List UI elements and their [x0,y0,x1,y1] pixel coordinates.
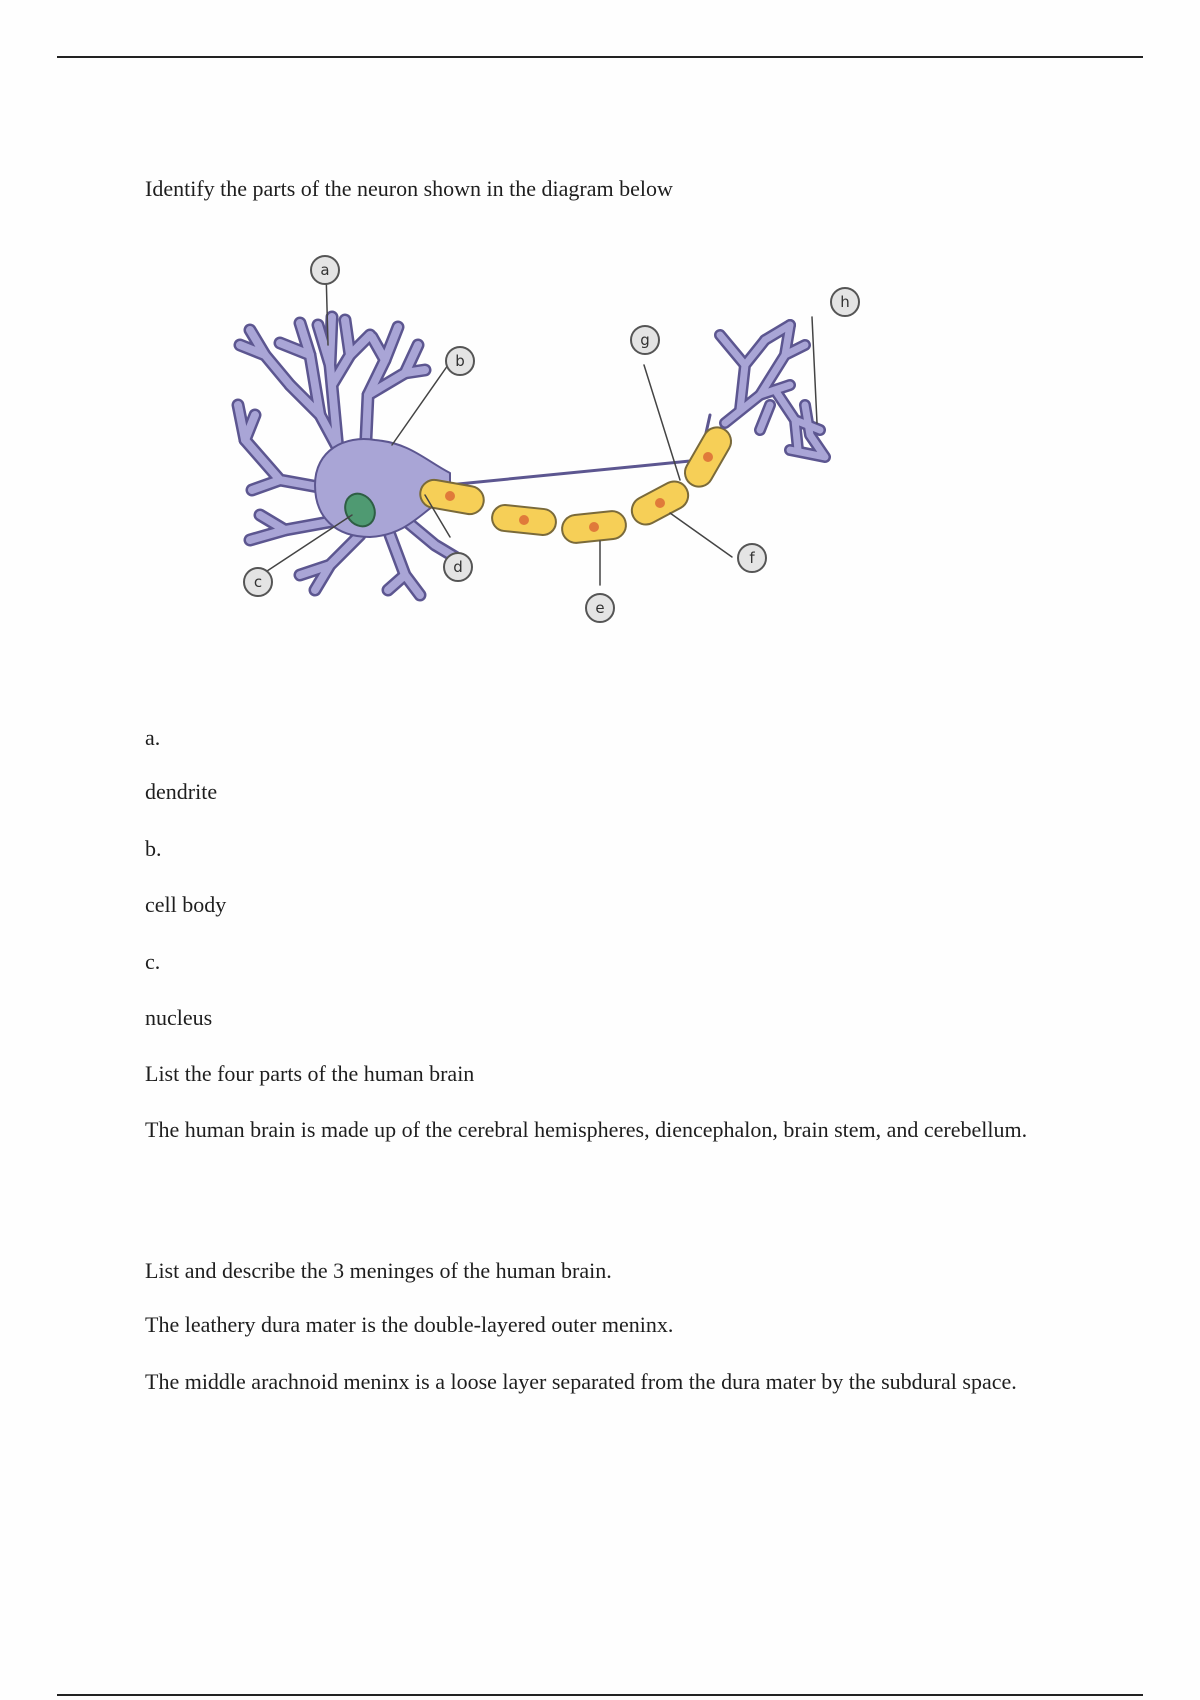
neuron-diagram [220,245,880,665]
neuron-svg [220,245,880,665]
question-brain-parts: List the four parts of the human brain [145,1061,475,1086]
answer-arachnoid: The middle arachnoid meninx is a loose layer separated from the dura mater by the subdural space. [145,1369,1017,1394]
svg-text:c: c [253,573,263,591]
axon-terminals [720,325,825,457]
question-neuron-parts: Identify the parts of the neuron shown in the diagram below [145,176,673,201]
bottom-rule [57,1694,1143,1696]
callout-e [586,594,614,622]
answer-label-c: c. [145,949,161,974]
question-meninges: List and describe the 3 meninges of the human brain. [145,1258,612,1283]
callout-c [244,568,272,596]
svg-text:e: e [595,599,605,617]
svg-text:b: b [455,352,465,370]
callout-a [311,256,339,284]
callout-g [631,326,659,354]
svg-text:h: h [840,293,850,311]
svg-text:d: d [453,558,463,576]
answer-value-b: cell body [145,892,227,917]
callout-b [446,347,474,375]
answer-dura-mater: The leathery dura mater is the double-layered outer meninx. [145,1312,674,1337]
svg-text:a: a [320,261,330,279]
svg-text:g: g [640,331,650,349]
answer-value-c: nucleus [145,1005,213,1030]
callout-h [831,288,859,316]
answer-label-b: b. [145,836,162,861]
answer-value-a: dendrite [145,779,218,804]
callout-f [738,544,766,572]
svg-text:f: f [749,549,755,567]
callout-d [444,553,472,581]
top-rule [57,56,1143,58]
answer-brain-parts: The human brain is made up of the cerebral hemispheres, diencephalon, brain stem, and cerebellum. [145,1117,1028,1142]
answer-label-a: a. [145,725,161,750]
